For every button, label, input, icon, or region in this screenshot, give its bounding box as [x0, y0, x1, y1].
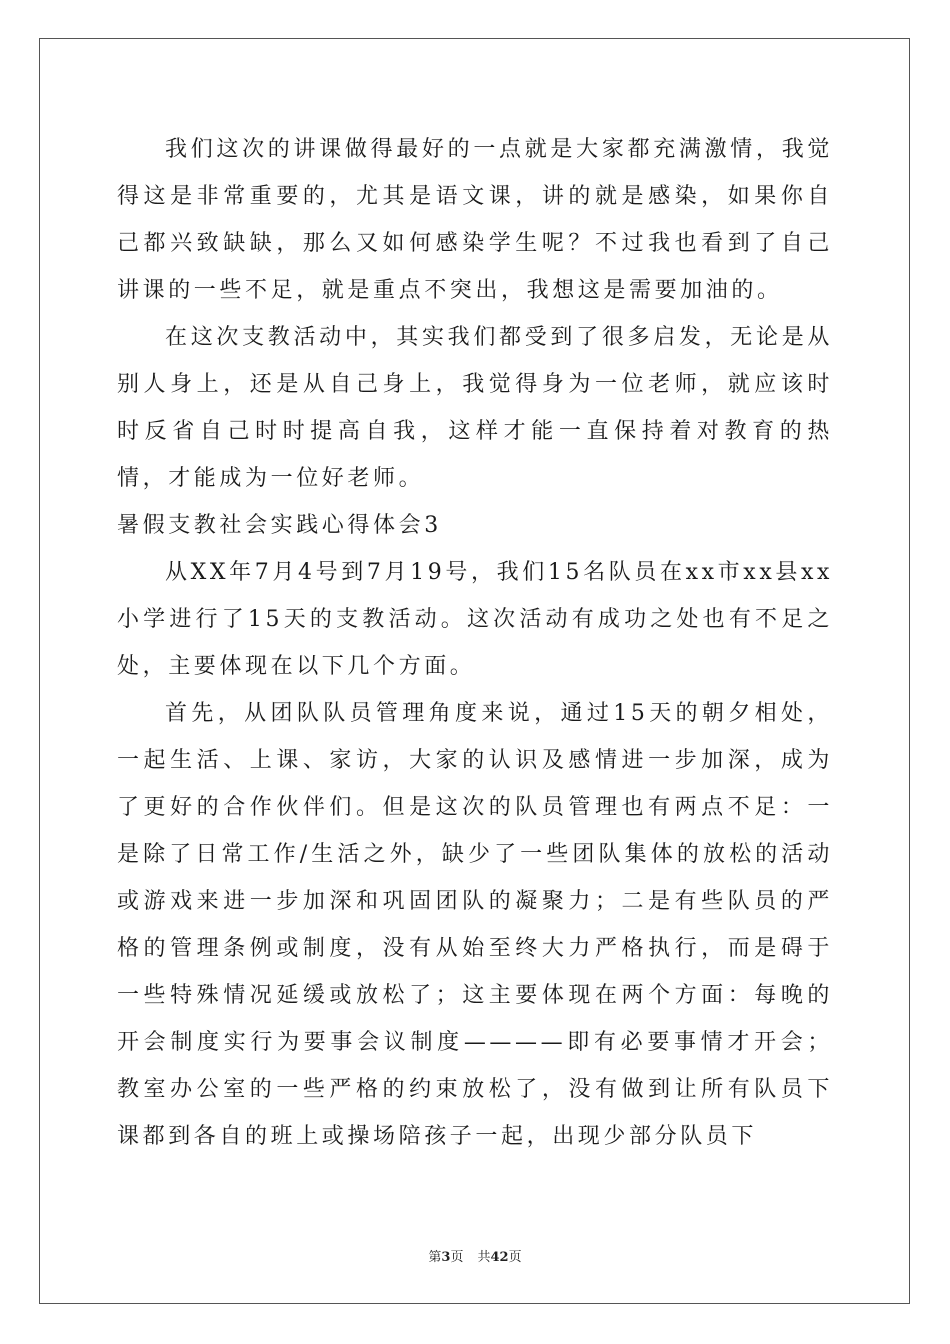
paragraph-2: 在这次支教活动中，其实我们都受到了很多启发，无论是从别人身上，还是从自己身上，我觉得身为一位老师，就应该时时反省自己时时提高自我，这样才能一直保持着对教育的热情，才能成为一位好老师。: [117, 325, 833, 491]
document-body: [117, 126, 833, 1160]
page-number: 3: [441, 1250, 451, 1265]
total-suffix: 页: [508, 1250, 522, 1265]
paragraph-3: 从XX年7月4号到7月19号，我们15名队员在xx市xx县xx小学进行了15天的支教活动。这次活动有成功之处也有不足之处，主要体现在以下几个方面。: [117, 560, 833, 679]
page-prefix: 第: [428, 1250, 442, 1265]
paragraph-1: 我们这次的讲课做得最好的一点就是大家都充满激情，我觉得这是非常重要的，尤其是语文课，讲的就是感染，如果你自己都兴致缺缺，那么又如何感染学生呢？不过我也看到了自己讲课的一些不足，就是重点不突出，我想这是需要加油的。: [117, 137, 833, 303]
page-footer: [0, 1246, 950, 1265]
total-pages: 42: [490, 1250, 509, 1265]
total-prefix: 共: [477, 1250, 491, 1265]
page-suffix: 页: [450, 1250, 464, 1265]
paragraph-4: 首先，从团队队员管理角度来说，通过15天的朝夕相处，一起生活、上课、家访，大家的认识及感情进一步加深，成为了更好的合作伙伴们。但是这次的队员管理也有两点不足：一是除了日常工作/生活之外，缺少了一些团队集体的放松的活动或游戏来进一步加深和巩固团队的凝聚力；二是有些队员的严格的管理条例或制度，没有从始至终大力严格执行，而是碍于一些特殊情况延缓或放松了；这主要体现在两个方面：每晚的开会制度实行为要事会议制度————即有必要事情才开会；教室办公室的一些严格的约束放松了，没有做到让所有队员下课都到各自的班上或操场陪孩子一起，出现少部分队员下: [117, 701, 833, 1149]
section-heading: 暑假支教社会实践心得体会3: [117, 513, 442, 538]
